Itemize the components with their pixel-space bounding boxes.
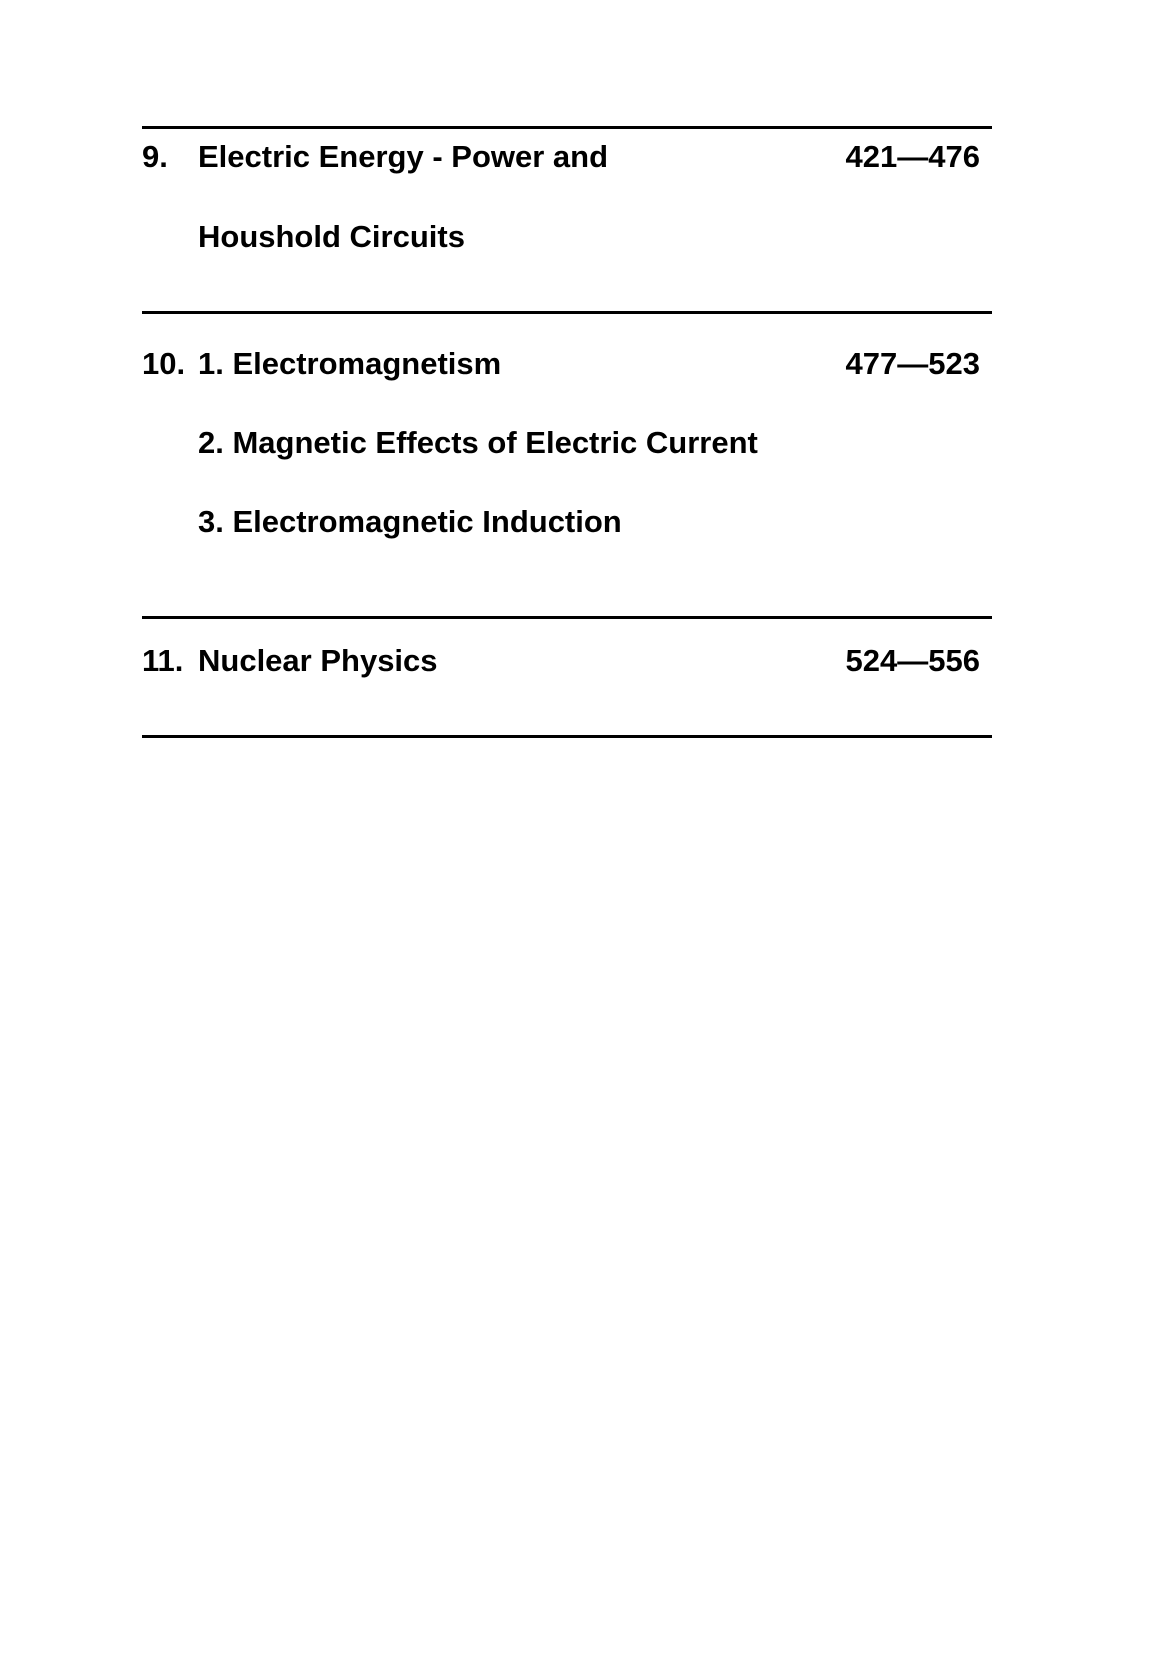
chapter-title: 2. Magnetic Effects of Electric Current: [198, 425, 758, 460]
toc-entry-line: [142, 129, 992, 209]
page-range: 421—476: [845, 139, 980, 174]
page-range: 477—523: [845, 346, 980, 381]
table-of-contents: [142, 126, 992, 738]
toc-entry-10: [142, 314, 992, 616]
toc-entry-line: [142, 417, 992, 496]
toc-entry-line: [142, 209, 992, 289]
chapter-title: 1. Electromagnetism: [198, 346, 502, 381]
chapter-number: 11.: [142, 643, 184, 678]
toc-entry-line: [142, 338, 992, 417]
chapter-number: 9.: [142, 139, 168, 174]
chapter-number: 10.: [142, 346, 186, 381]
chapter-title: Electric Energy - Power and: [198, 139, 609, 174]
chapter-title: 3. Electromagnetic Induction: [198, 504, 622, 539]
toc-entry-9: [142, 129, 992, 311]
divider-rule: [142, 735, 992, 738]
toc-entry-11: [142, 619, 992, 735]
toc-entry-line: [142, 639, 992, 693]
page-range: 524—556: [845, 643, 980, 678]
chapter-title: Houshold Circuits: [198, 219, 465, 254]
chapter-title: Nuclear Physics: [198, 643, 438, 678]
toc-entry-line: [142, 496, 992, 576]
